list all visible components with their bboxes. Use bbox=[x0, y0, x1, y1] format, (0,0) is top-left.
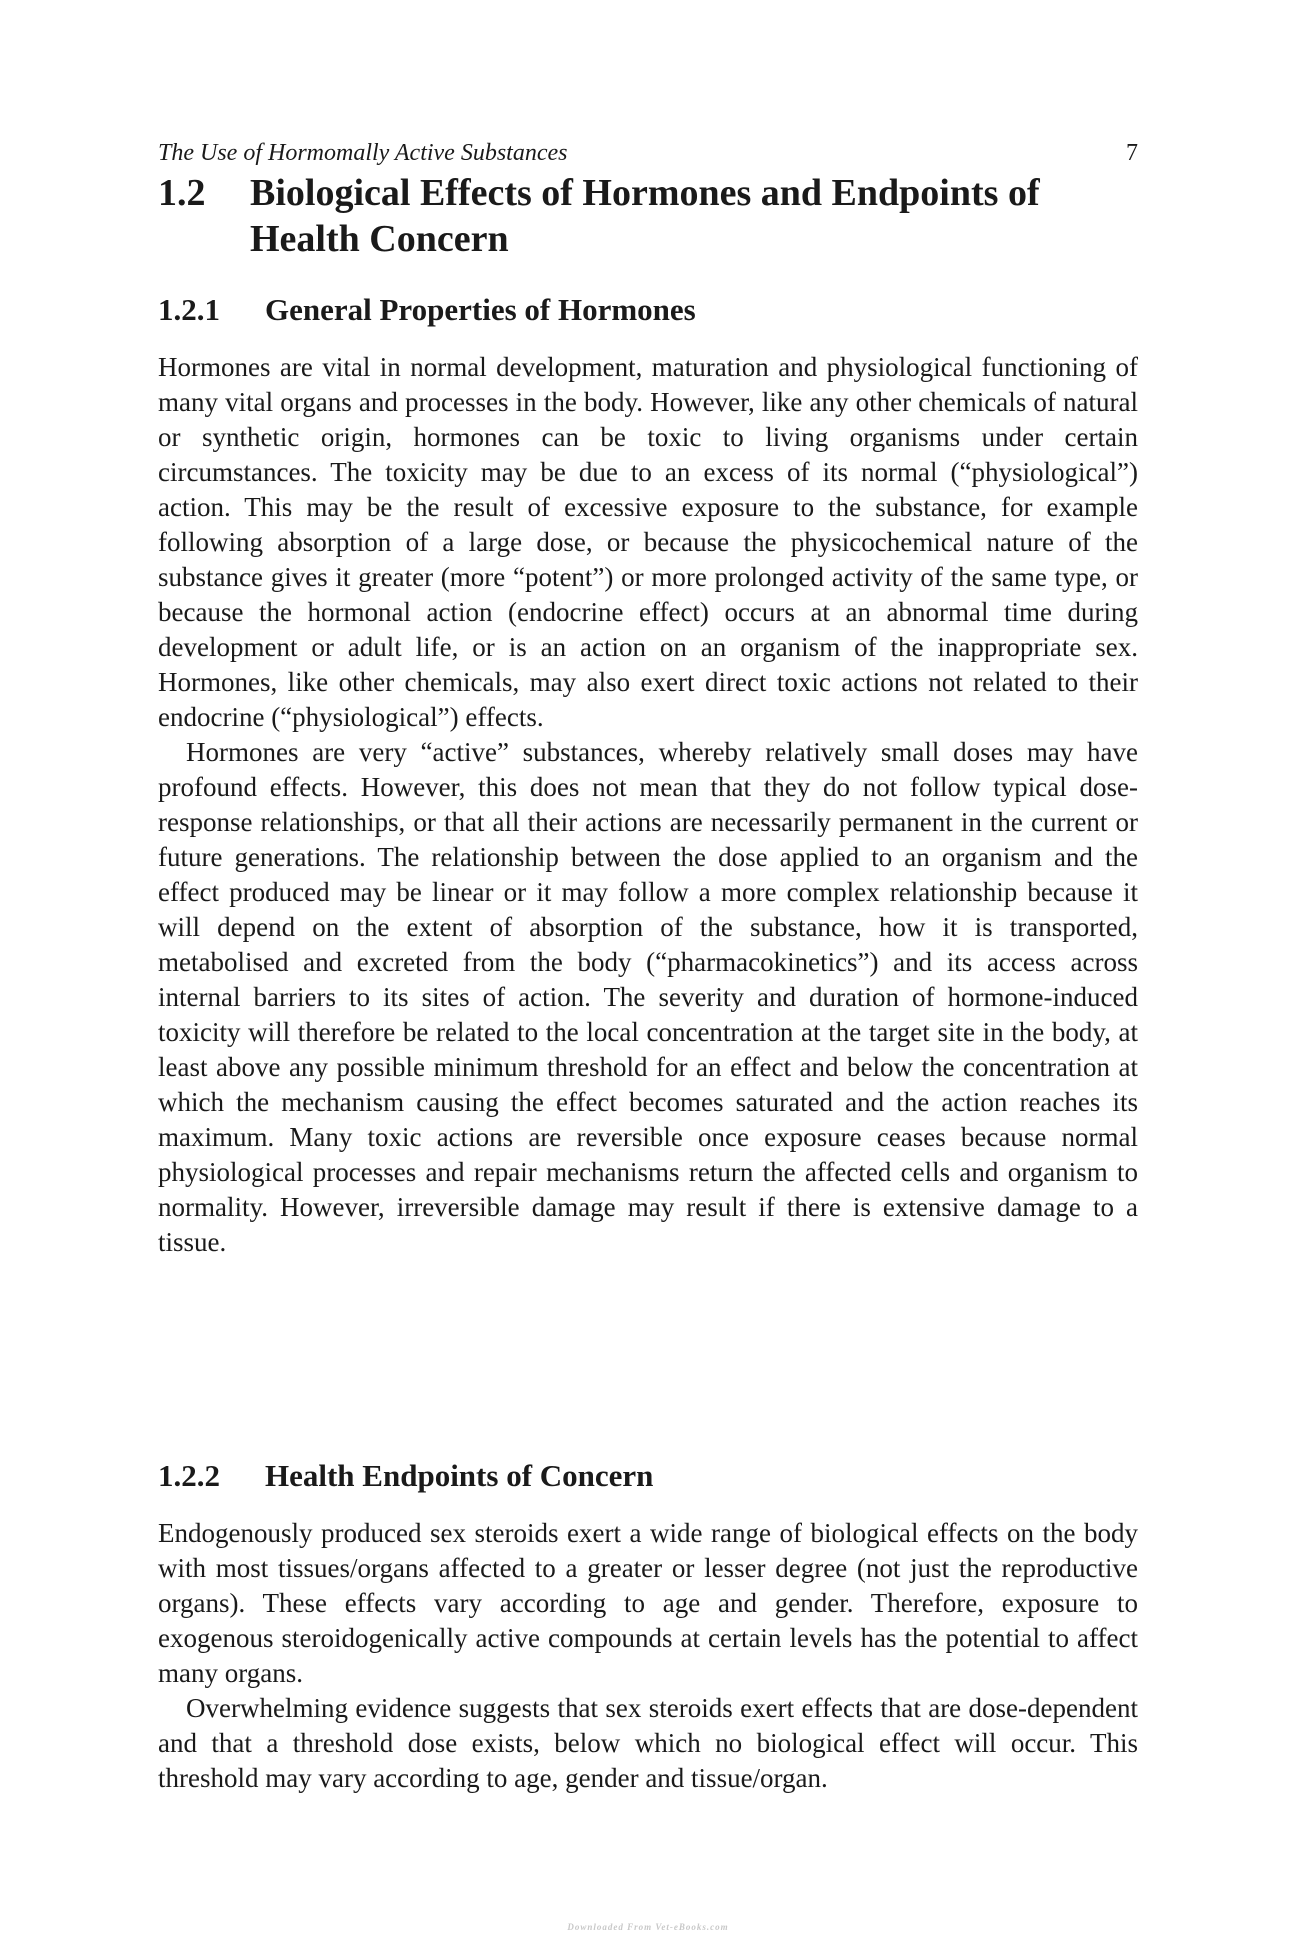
section-heading-text: Biological Effects of Hormones and Endpoints of Health Concern bbox=[250, 172, 1040, 260]
general-properties-body bbox=[158, 350, 1138, 1260]
subsection-title-health-endpoints bbox=[158, 1456, 1138, 1496]
paragraph: Overwhelming evidence suggests that sex steroids exert effects that are dose-dependent and that a threshold dose exists, below which no biological effect will occur. This threshold may vary according to age, gender and tissue/organ. bbox=[158, 1693, 1138, 1793]
subsection-number: 1.2.1 bbox=[158, 292, 220, 327]
section-title bbox=[158, 170, 1138, 262]
section-number: 1.2 bbox=[158, 172, 206, 214]
paragraph: Hormones are vital in normal development, maturation and physiological functioning of many vital organs and processes in the body. However, like any other chemicals of natural or synthetic origin, hormones can be toxic to living organisms under certain circumstances. The toxicity may be due to an excess of its normal (“physiological”) action. This may be the result of excessive exposure to the substance, for example following absorption of a large dose, or because the physicochemical nature of the substance gives it greater (more “potent”) or more prolonged activity of the same type, or because the hormonal action (endocrine effect) occurs at an abnormal time during development or adult life, or is an action on an organism of the inappropriate sex. Hormones, like other chemicals, may also exert direct toxic actions not related to their endocrine (“physiological”) effects. bbox=[158, 352, 1138, 732]
subsection-number: 1.2.2 bbox=[158, 1458, 220, 1493]
running-title: The Use of Hormomally Active Substances bbox=[158, 140, 568, 166]
subsection-heading-text: General Properties of Hormones bbox=[265, 292, 696, 327]
download-watermark: Downloaded From Vet-eBooks.com bbox=[567, 1922, 729, 1932]
paragraph: Hormones are very “active” substances, whereby relatively small doses may have profound effects. However, this does not mean that they do not follow typical dose-response relationships, or that all their actions are necessarily permanent in the current or future generations. The relationship between the dose applied to an organism and the effect produced may be linear or it may follow a more complex relationship because it will depend on the extent of absorption of the substance, how it is transported, metabolised and excreted from the body (“pharmacokinetics”) and its access across internal barriers to its sites of action. The severity and duration of hormone-induced toxicity will therefore be related to the local concentration at the target site in the body, at least above any possible minimum threshold for an effect and below the concentration at which the mechanism causing the effect becomes saturated and the action reaches its maximum. Many toxic actions are reversible once exposure ceases because normal physiological processes and repair mechanisms return the affected cells and organism to normality. However, irreversible damage may result if there is extensive damage to a tissue. bbox=[158, 737, 1138, 1257]
paragraph: Endogenously produced sex steroids exert a wide range of biological effects on the body with most tissues/organs affected to a greater or lesser degree (not just the reproductive organs). These effects vary according to age and gender. Therefore, exposure to exogenous steroidogenically active compounds at certain levels has the potential to affect many organs. bbox=[158, 1518, 1138, 1688]
running-head bbox=[158, 136, 1138, 170]
page-number: 7 bbox=[1126, 140, 1138, 166]
subsection-title-general-properties bbox=[158, 290, 1138, 330]
subsection-heading-text: Health Endpoints of Concern bbox=[265, 1458, 654, 1493]
health-endpoints-body bbox=[158, 1516, 1138, 1796]
